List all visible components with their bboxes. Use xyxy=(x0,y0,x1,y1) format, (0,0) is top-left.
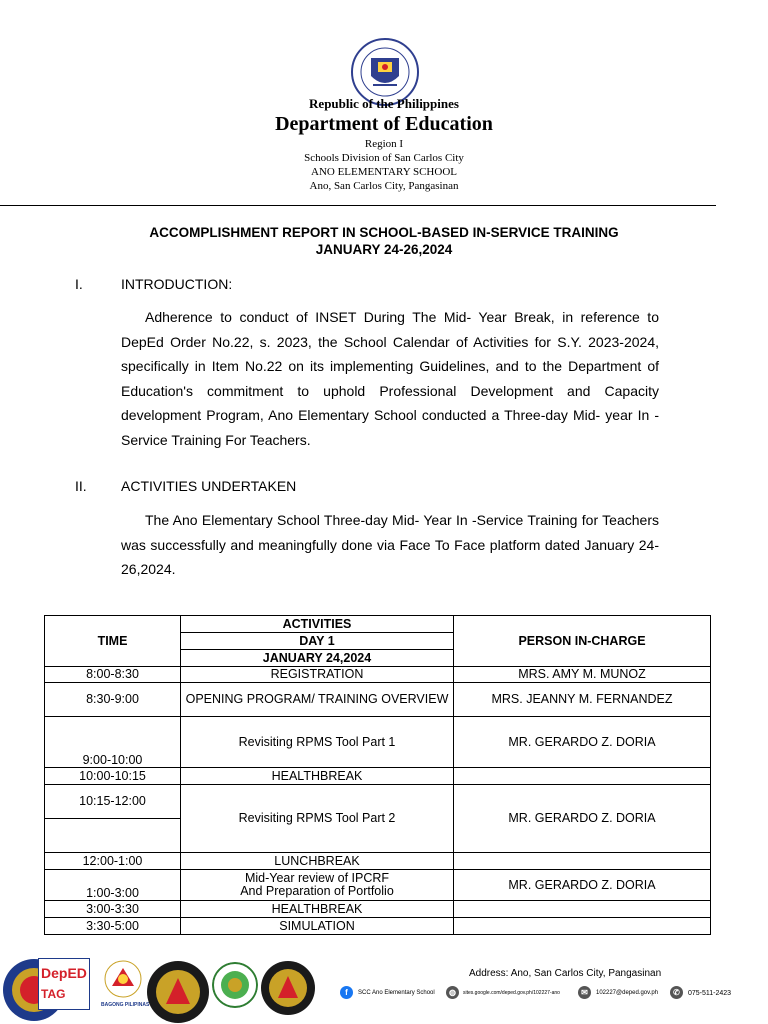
table-row xyxy=(45,683,711,717)
section-number: I. xyxy=(75,276,83,292)
introduction-paragraph: Adherence to conduct of INSET During The Mid- Year Break, in reference to DepEd Order No.22, s. 2023, the School Calendar of Activities for S.Y. 2023-2024, specifically in Item No.22 on its implementing Guidelines, and to the Department of Education's commitment to uphold Professional Development and Capacity development Program, Ano Elementary School conducted a Three-day Mid- year In -Service Training For Teachers. xyxy=(121,309,659,448)
cell-person: MR. GERARDO Z. DORIA xyxy=(454,785,711,853)
school-name: ANO ELEMENTARY SCHOOL xyxy=(311,166,457,178)
cell-time: 10:15-12:00 xyxy=(45,785,181,819)
division-text: Schools Division of San Carlos City xyxy=(304,152,464,164)
cell-time: 9:00-10:00 xyxy=(45,717,181,768)
table-row xyxy=(45,667,711,683)
header-person: PERSON IN-CHARGE xyxy=(454,616,711,667)
cell-activity-line: And Preparation of Portfolio xyxy=(240,884,394,898)
cell-activity: Revisiting RPMS Tool Part 1 xyxy=(181,717,454,768)
header-date: JANUARY 24,2024 xyxy=(181,650,454,667)
header-time: TIME xyxy=(45,616,181,667)
header-day: DAY 1 xyxy=(181,633,454,650)
school-address: Ano, San Carlos City, Pangasinan xyxy=(309,180,459,192)
cell-person: MR. GERARDO Z. DORIA xyxy=(454,717,711,768)
table-header-row xyxy=(45,616,711,633)
cell-time: 3:30-5:00 xyxy=(45,918,181,935)
footer-address: Address: Ano, San Carlos City, Pangasinan xyxy=(469,968,662,979)
table-row xyxy=(45,768,711,785)
table-row xyxy=(45,785,711,819)
section-heading-activities: ACTIVITIES UNDERTAKEN xyxy=(121,478,297,494)
table-row xyxy=(45,901,711,918)
footer-website-link[interactable]: sites.google.com/deped.gov.ph/102227-ano xyxy=(463,990,560,996)
cell-person: MRS. JEANNY M. FERNANDEZ xyxy=(454,683,711,717)
section-heading-introduction: INTRODUCTION: xyxy=(121,276,233,292)
email-icon: ✉ xyxy=(578,986,591,999)
tag-logo-text: TAG xyxy=(41,987,66,1001)
school-seal-logo xyxy=(260,960,316,1016)
cell-activity: LUNCHBREAK xyxy=(181,853,454,870)
cell-activity: HEALTHBREAK xyxy=(181,901,454,918)
cell-activity-line: Mid-Year review of IPCRF xyxy=(244,871,390,885)
table-row xyxy=(45,853,711,870)
cell-time: 1:00-3:00 xyxy=(45,870,181,901)
report-title: ACCOMPLISHMENT REPORT IN SCHOOL-BASED IN-SERVICE TRAINING xyxy=(149,225,619,240)
cell-activity: SIMULATION xyxy=(181,918,454,935)
cell-activity: OPENING PROGRAM/ TRAINING OVERVIEW xyxy=(181,683,454,717)
cell-person xyxy=(454,853,711,870)
cell-time: 8:30-9:00 xyxy=(45,683,181,717)
district-logo xyxy=(212,962,258,1008)
cell-person xyxy=(454,901,711,918)
facebook-icon: f xyxy=(340,986,353,999)
deped-logo-text: DepED xyxy=(41,965,87,981)
table-row xyxy=(45,717,711,768)
cell-time: 3:00-3:30 xyxy=(45,901,181,918)
ano-elementary-school-logo xyxy=(146,960,210,1024)
activities-paragraph: The Ano Elementary School Three-day Mid- Year In -Service Training for Teachers was successfully and meaningfully done via Face To Face platform dated January 24-26,2024. xyxy=(121,512,659,578)
cell-activity: REGISTRATION xyxy=(181,667,454,683)
table-row xyxy=(45,918,711,935)
schedule-table xyxy=(44,615,711,935)
section-number: II. xyxy=(75,478,87,494)
footer xyxy=(0,948,768,1024)
department-heading: Department of Education xyxy=(275,113,493,135)
footer-facebook-link[interactable]: SCC Ano Elementary School xyxy=(358,990,435,996)
report-date: JANUARY 24-26,2024 xyxy=(315,242,453,257)
cell-person: MR. GERARDO Z. DORIA xyxy=(454,870,711,901)
footer-email-link[interactable]: 102227@deped.gov.ph xyxy=(596,990,659,996)
footer-phone: 075-511-2423 xyxy=(688,990,732,997)
globe-icon: ◍ xyxy=(446,986,459,999)
header-divider xyxy=(0,205,716,206)
cell-activity: HEALTHBREAK xyxy=(181,768,454,785)
cell-person xyxy=(454,768,711,785)
deped-matatag-logo xyxy=(38,958,90,1010)
region-text: Region I xyxy=(364,138,404,150)
cell-time: 10:00-10:15 xyxy=(45,768,181,785)
cell-activity: Revisiting RPMS Tool Part 2 xyxy=(181,785,454,853)
table-row xyxy=(45,870,711,901)
cell-time-empty xyxy=(45,819,181,853)
cell-time: 12:00-1:00 xyxy=(45,853,181,870)
cell-person xyxy=(454,918,711,935)
bagong-pilipinas-logo xyxy=(104,960,142,998)
cell-activity xyxy=(181,870,454,901)
header-activities: ACTIVITIES xyxy=(181,616,454,633)
bagong-pilipinas-text: BAGONG PILIPINAS xyxy=(101,1002,150,1008)
phone-icon: ✆ xyxy=(670,986,683,999)
cell-time: 8:00-8:30 xyxy=(45,667,181,683)
cell-person: MRS. AMY M. MUNOZ xyxy=(454,667,711,683)
republic-heading: Republic of the Philippines xyxy=(309,96,459,111)
